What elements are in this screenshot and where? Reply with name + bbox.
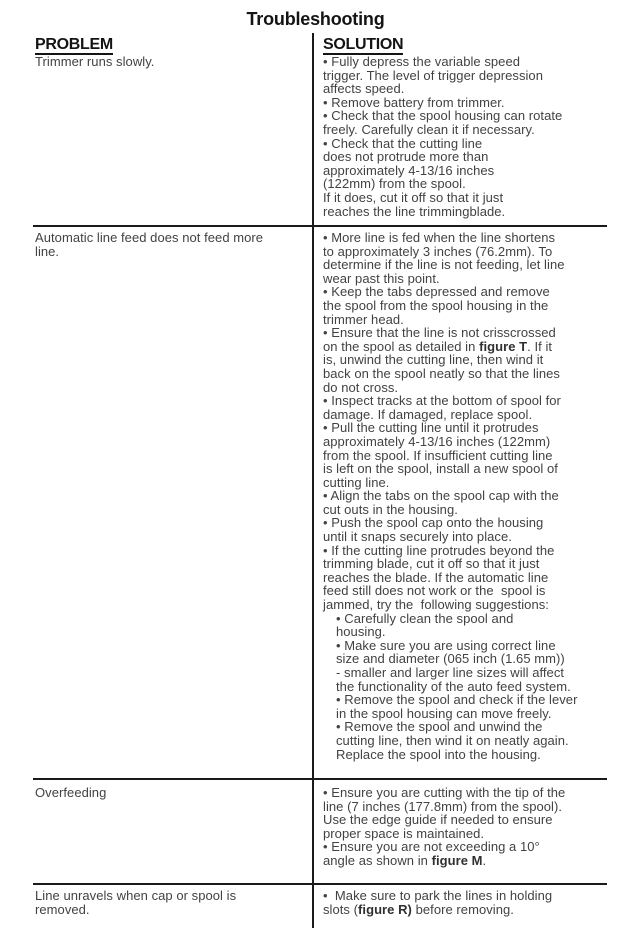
solution-column (323, 36, 607, 218)
text-line: to approximately 3 inches (76.2mm). To (323, 243, 553, 259)
text-line: jammed, try the following suggestions: (323, 597, 549, 613)
text-line: affects speed. (323, 81, 405, 97)
text-line: Replace the spool into the housing. (336, 746, 541, 762)
text-line: Line unravels when cap or spool is (35, 888, 237, 903)
table-row (33, 778, 607, 883)
figure-reference: figure M (431, 852, 483, 868)
text-line: • Inspect tracks at the bottom of spool for (323, 393, 561, 409)
solution-header-label: SOLUTION (323, 36, 404, 53)
text-line: angle as shown in figure M. (323, 852, 487, 868)
problem-header-label: PROBLEM (35, 36, 113, 53)
text-line: is, unwind the cutting line, then wind it (323, 352, 544, 368)
text-line: feed still does not work or the spool is (323, 583, 546, 599)
text-line: Trimmer runs slowly. (35, 54, 155, 69)
problem-column (33, 889, 313, 916)
text-line: • Check that the cutting line (323, 135, 483, 151)
problem-header (35, 36, 313, 52)
text-line: Automatic line feed does not feed more (35, 230, 264, 245)
solution-header (323, 36, 607, 52)
solution-column (323, 231, 607, 761)
text-line: If it does, cut it off so that it just (323, 189, 504, 205)
text-line: trimmer head. (323, 311, 404, 327)
figure-reference: figure T (479, 338, 528, 354)
text-line: • More line is fed when the line shortens (323, 230, 556, 245)
text-line: • Remove battery from trimmer. (323, 94, 505, 110)
text-line: is left on the spool, install a new spool of (323, 461, 558, 477)
text-line: determine if the line is not feeding, let line (323, 257, 565, 273)
solution-column (323, 889, 607, 916)
solution-column (323, 786, 607, 868)
text-line: reaches the line trimmingblade. (323, 203, 506, 219)
text-line: does not protrude more than (323, 149, 489, 165)
text-line: line. (35, 243, 60, 259)
problem-cell (35, 786, 313, 800)
text-line: • Check that the spool housing can rotate (323, 108, 563, 124)
text-line: freely. Carefully clean it if necessary. (323, 121, 535, 137)
text-line: • Make sure you are using correct line (336, 637, 556, 653)
text-line: approximately 4-13/16 inches (323, 162, 495, 178)
table-row (33, 883, 607, 937)
problem-column (33, 36, 313, 69)
text-line: • Ensure you are not exceeding a 10° (323, 839, 540, 855)
solution-cell (323, 55, 607, 218)
problem-column (33, 786, 313, 800)
text-line: wear past this point. (323, 270, 440, 286)
problem-cell (35, 231, 313, 258)
text-line: removed. (35, 901, 90, 917)
text-line: back on the spool neatly so that the lines (323, 365, 560, 381)
table-row (33, 225, 607, 778)
text-line: • Remove the spool and check if the lever (336, 692, 578, 708)
text-line: size and diameter (065 inch (1.65 mm)) (336, 651, 565, 667)
text-line: • Make sure to park the lines in holding (323, 888, 553, 903)
text-line: from the spool. If insufficient cutting line (323, 447, 553, 463)
text-line: slots (figure R) before removing. (323, 901, 514, 917)
text-line: housing. (336, 624, 386, 640)
text-line: until it snaps securely into place. (323, 529, 512, 545)
text-line: cut outs in the housing. (323, 501, 458, 517)
text-line: proper space is maintained. (323, 825, 485, 841)
text-line: • If the cutting line protrudes beyond the (323, 542, 555, 558)
text-line: • Pull the cutting line until it protrudes (323, 420, 539, 436)
text-line: • Carefully clean the spool and (336, 610, 514, 626)
text-line: on the spool as detailed in figure T. If it (323, 338, 553, 354)
text-line: do not cross. (323, 379, 399, 395)
page-title: Troubleshooting (246, 9, 385, 29)
solution-cell (323, 786, 607, 868)
text-line: damage. If damaged, replace spool. (323, 406, 533, 422)
problem-cell (35, 889, 313, 916)
text-line: reaches the blade. If the automatic line (323, 569, 549, 585)
text-line: (122mm) from the spool. (323, 176, 466, 192)
text-line: • Fully depress the variable speed (323, 54, 521, 69)
text-line: trigger. The level of trigger depression (323, 67, 543, 83)
text-line: • Ensure you are cutting with the tip of the (323, 785, 566, 800)
problem-cell (35, 55, 313, 69)
text-line: the spool from the spool housing in the (323, 297, 549, 313)
text-line: • Push the spool cap onto the housing (323, 515, 544, 531)
text-line: the functionality of the auto feed system. (336, 678, 571, 694)
text-line: trimming blade, cut it off so that it just (323, 556, 540, 572)
text-line: in the spool housing can move freely. (336, 705, 552, 721)
text-line: Use the edge guide if needed to ensure (323, 812, 553, 828)
solution-cell (323, 231, 607, 761)
solution-cell (323, 889, 607, 916)
text-line: • Keep the tabs depressed and remove (323, 284, 550, 300)
figure-reference: figure R) (358, 901, 412, 917)
text-line: Overfeeding (35, 785, 107, 800)
text-line: - smaller and larger line sizes will affect (336, 665, 565, 680)
text-line: • Align the tabs on the spool cap with the (323, 488, 559, 504)
text-line: approximately 4-13/16 inches (122mm) (323, 433, 551, 449)
text-line: • Ensure that the line is not crisscrossed (323, 325, 556, 341)
text-line: line (7 inches (177.8mm) from the spool). (323, 798, 563, 814)
text-line: cutting line, then wind it on neatly again. (336, 732, 569, 748)
problem-column (33, 231, 313, 258)
text-line: cutting line. (323, 474, 390, 490)
troubleshooting-table (33, 33, 607, 937)
text-line: • Remove the spool and unwind the (336, 719, 543, 735)
table-row (33, 33, 607, 225)
